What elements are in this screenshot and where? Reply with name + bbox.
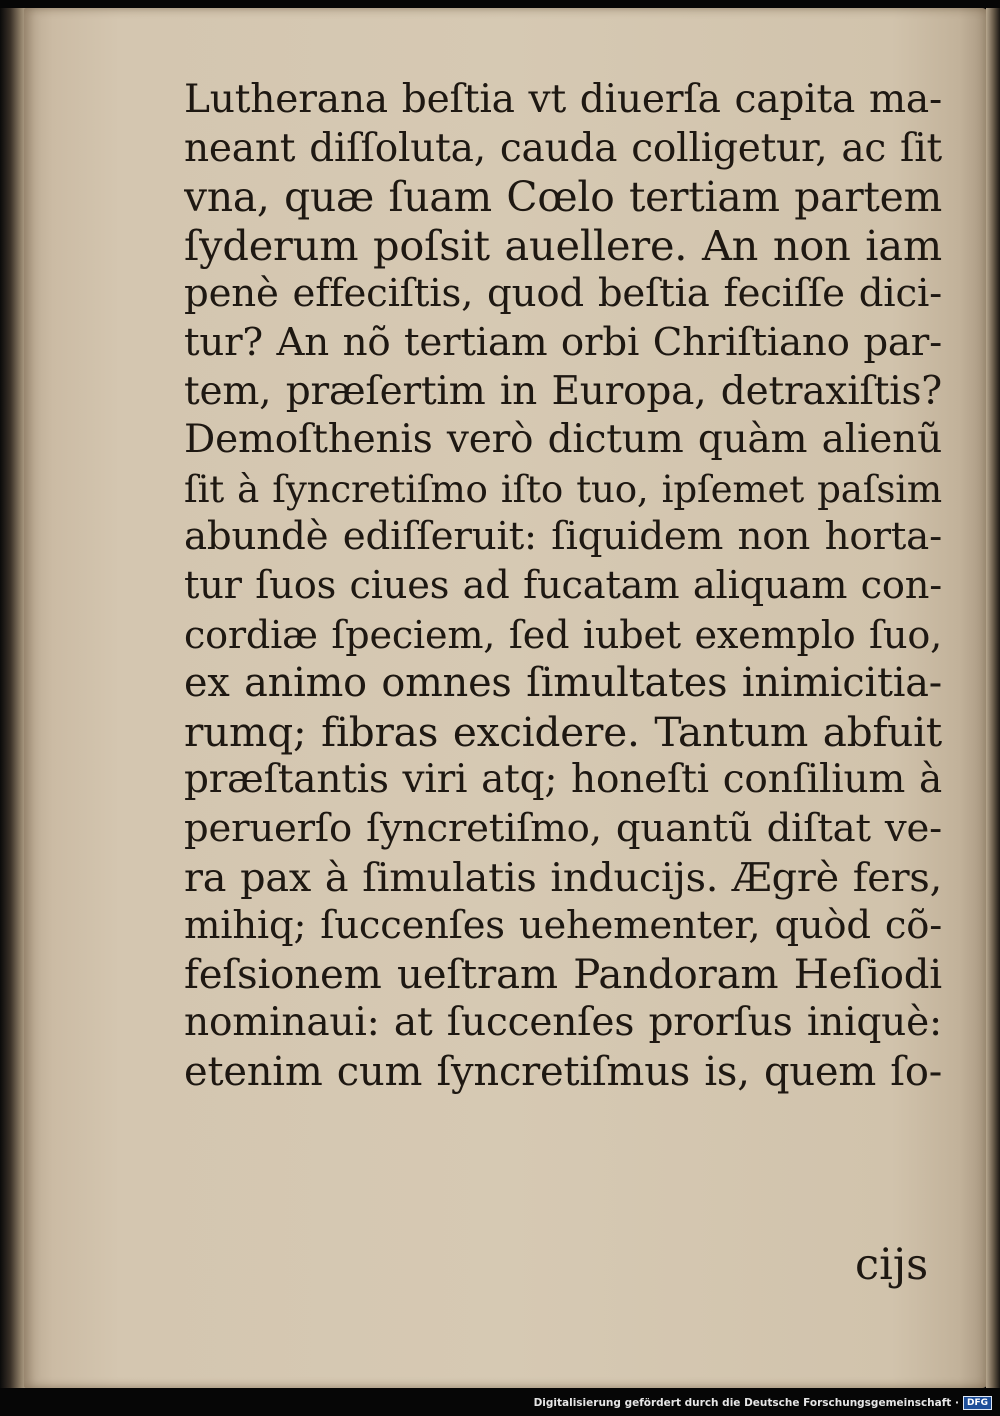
text-line: feſsionem ueſtram Pandoram Heſiodi: [184, 951, 942, 998]
text-line: ſyderum poſsit auellere. An non iam: [184, 221, 942, 270]
footer-credit: [534, 1394, 992, 1412]
text-line: peruerſo ſyncretiſmo, quantũ diſtat ve-: [184, 805, 942, 851]
text-line: nominaui: at ſuccenſes prorſus iniquè:: [184, 1000, 942, 1046]
text-line: abundè ediſſeruit: ſiquidem non horta-: [184, 514, 942, 560]
text-line: ſit à ſyncretiſmo iſto tuo, ipſemet paſsim: [184, 466, 942, 511]
text-line: cordiæ ſpeciem, ſed iubet exemplo ſuo,: [184, 612, 942, 657]
text-line: ra pax à ſimulatis inducijs. Ægrè fers,: [184, 854, 942, 901]
page-text-block: [184, 76, 942, 1096]
page-right-edge: [986, 8, 1000, 1388]
text-line: Lutherana beſtia vt diuerſa capita ma-: [184, 77, 942, 122]
text-line: tur ſuos ciues ad fucatam aliquam con-: [184, 562, 942, 608]
catchword: cijs: [855, 1240, 929, 1290]
text-line: præſtantis viri atq; honeſti conſilium à: [184, 757, 942, 803]
text-line: rumq; fibras excidere. Tantum abfuit: [184, 707, 942, 756]
book-spine-edge: [0, 8, 26, 1388]
text-line: tur? An nõ tertiam orbi Chriſtiano par-: [184, 319, 942, 365]
text-line: penè effeciſtis, quod beſtia feciſſe dici-: [184, 271, 942, 317]
dfg-logo-icon: DFG: [963, 1396, 992, 1410]
text-line: vna, quæ ſuam Cœlo tertiam partem: [184, 173, 942, 222]
text-line: mihiq; ſuccenſes uehementer, quòd cõ-: [184, 903, 942, 949]
text-line: ex animo omnes ſimultates inimicitia-: [184, 660, 942, 707]
text-line: tem, præſertim in Europa, detraxiſtis?: [184, 368, 942, 414]
text-line: neant diſſoluta, cauda colligetur, ac ſit: [184, 125, 942, 171]
footer-credit-text: Digitalisierung gefördert durch die Deutsche Forschungsgemeinschaft ·: [533, 1397, 959, 1409]
text-line: Demoſthenis verò dictum quàm alienũ: [184, 417, 942, 463]
text-line: etenim cum ſyncretiſmus is, quem ſo-: [184, 1048, 942, 1095]
